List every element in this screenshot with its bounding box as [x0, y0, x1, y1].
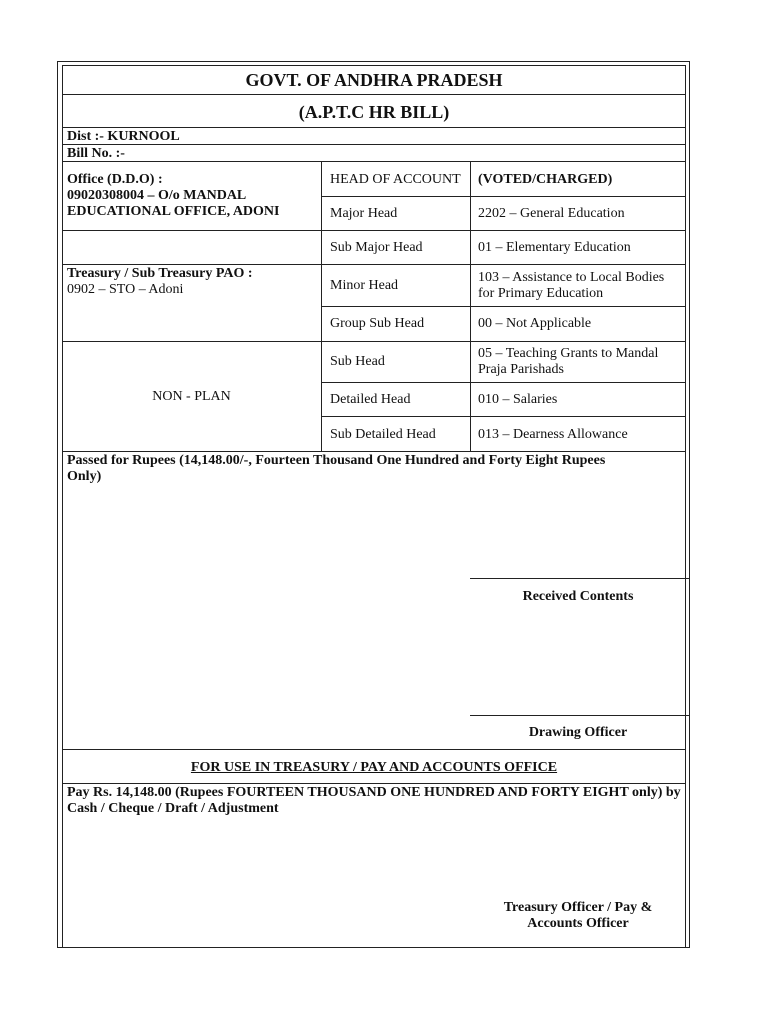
plan-type: NON - PLAN	[152, 389, 231, 404]
account-value-4: 00 – Not Applicable	[478, 316, 592, 331]
account-head-4: Group Sub Head	[330, 316, 425, 331]
account-head-7: Sub Detailed Head	[330, 427, 436, 442]
divider	[322, 416, 686, 417]
divider	[62, 451, 686, 452]
passed-amount-line1: Passed for Rupees (14,148.00/-, Fourteen Thousand One Hundred and Forty Eight Rupees	[67, 453, 606, 468]
office-line1: 09020308004 – O/o MANDAL	[67, 188, 247, 203]
account-value-3: 103 – Assistance to Local Bodies	[478, 270, 665, 285]
account-value-6: 010 – Salaries	[478, 392, 558, 407]
divider	[322, 382, 686, 383]
account-value-2: 01 – Elementary Education	[478, 240, 631, 255]
account-value-5b: Praja Parishads	[478, 362, 564, 377]
divider	[322, 306, 686, 307]
column-divider	[321, 161, 322, 451]
treasury-officer-line2: Accounts Officer	[527, 916, 629, 931]
divider	[62, 264, 686, 265]
account-value-7: 013 – Dearness Allowance	[478, 427, 628, 442]
received-contents-label: Received Contents	[522, 589, 634, 604]
pay-line1: Pay Rs. 14,148.00 (Rupees FOURTEEN THOUSAND ONE HUNDRED AND FORTY EIGHT only) by	[67, 785, 681, 800]
treasury-label: Treasury / Sub Treasury PAO :	[67, 266, 253, 281]
pay-line2: Cash / Cheque / Draft / Adjustment	[67, 801, 279, 816]
divider	[322, 196, 686, 197]
bill-title: (A.P.T.C HR BILL)	[298, 102, 450, 122]
bill-number-field: Bill No. :-	[67, 146, 125, 161]
divider	[62, 161, 686, 162]
account-value-1: 2202 – General Education	[478, 206, 625, 221]
account-head-2: Sub Major Head	[330, 240, 423, 255]
drawing-officer-label: Drawing Officer	[528, 725, 628, 740]
signature-line	[470, 578, 690, 579]
account-value-0: (VOTED/CHARGED)	[478, 172, 613, 187]
page-title: GOVT. OF ANDHRA PRADESH	[245, 70, 503, 90]
column-divider	[470, 161, 471, 451]
divider	[62, 783, 686, 784]
office-line2: EDUCATIONAL OFFICE, ADONI	[67, 204, 280, 219]
treasury-section-heading: FOR USE IN TREASURY / PAY AND ACCOUNTS OFFICE	[190, 760, 558, 775]
divider	[62, 749, 686, 750]
signature-line	[470, 715, 690, 716]
account-head-1: Major Head	[330, 206, 398, 221]
office-label: Office (D.D.O) :	[67, 172, 163, 187]
account-value-5: 05 – Teaching Grants to Mandal	[478, 346, 659, 361]
account-head-3: Minor Head	[330, 278, 399, 293]
account-head-0: HEAD OF ACCOUNT	[330, 172, 461, 187]
treasury-value: 0902 – STO – Adoni	[67, 282, 184, 297]
treasury-officer-line1: Treasury Officer / Pay &	[503, 900, 653, 915]
account-head-6: Detailed Head	[330, 392, 411, 407]
divider	[62, 94, 686, 95]
district-field: Dist :- KURNOOL	[67, 129, 180, 144]
divider	[62, 127, 686, 128]
account-head-5: Sub Head	[330, 354, 385, 369]
passed-amount-line2: Only)	[67, 469, 102, 484]
divider	[62, 230, 686, 231]
divider	[62, 341, 686, 342]
account-value-3b: for Primary Education	[478, 286, 604, 301]
